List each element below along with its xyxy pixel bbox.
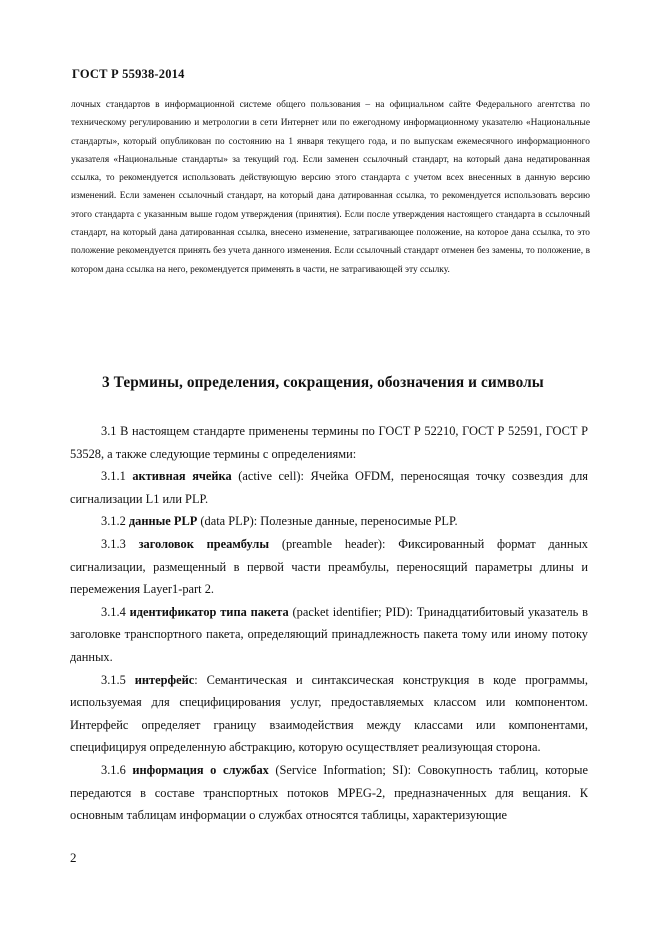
term-name: интерфейс: [134, 672, 195, 687]
term-paragraph: [70, 510, 588, 533]
term-number: 3.1.1: [101, 469, 126, 484]
term-number: 3.1.2: [101, 514, 126, 529]
term-paragraph: [70, 465, 588, 510]
term-definition: : Семантическая и синтаксическая конструкция в коде программы, используемая для специфицирования услуг, предоставляемых классом или компонентом. Интерфейс определяет границу взаимодействия между классами или компонентами, специфицируя определенную абстракцию, которую осуществляет реализующая сторона.: [70, 672, 588, 755]
terms-section: [70, 420, 588, 827]
term-definition: (Service Information; SI): Совокупность таблиц, которые передаются в составе транспортных потоков MPEG-2, предназначенных для вещания. К основным таблицам информации о службах относятся таблицы, характеризующие: [70, 762, 588, 823]
term-paragraph: [70, 759, 588, 827]
term-name: заголовок преамбулы: [138, 536, 270, 551]
document-header: ГОСТ Р 55938-2014: [72, 67, 185, 81]
term-paragraph: [70, 533, 588, 601]
section-title: 3 Термины, определения, сокращения, обозначения и символы: [102, 374, 544, 391]
term-name: активная ячейка: [132, 469, 232, 484]
term-number: 3.1.4: [101, 604, 126, 619]
term-definition: (packet identifier; PID): Тринадцатибитовый указатель в заголовке транспортного пакета, определяющий принадлежность пакета тому или иному потоку данных.: [70, 604, 588, 664]
references-paragraph: лочных стандартов в информационной системе общего пользования – на официальном сайте Федерального агентства по техническому регулированию и метрологии в сети Интернет или по ежегодному информационному указателю «Национальные стандарты», который опубликован по состоянию на 1 января текущего года, и по выпускам ежемесячного информационного указателя «Национальные стандарты» за текущий год. Если заменен ссылочный стандарт, на который дана недатированная ссылка, то рекомендуется использовать действующую версию этого стандарта с учетом всех внесенных в данную версию изменений. Если заменен ссылочный стандарт, на который дана датированная ссылка, то рекомендуется использовать версию этого стандарта с указанным выше годом утверждения (принятия). Если после утверждения настоящего стандарта в ссылочный стандарт, на который дана датированная ссылка, внесено изменение, затрагивающее положение, на которое дана ссылка, то это положение рекомендуется принять без учета данного изменения. Если ссылочный стандарт отменен без замены, то положение, в котором дана ссылка на него, рекомендуется применять в части, не затрагивающей эту ссылку.: [71, 100, 590, 275]
term-number: 3.1.3: [101, 536, 126, 551]
term-number: 3.1.5: [101, 672, 126, 687]
term-definition: (data PLP): Полезные данные, переносимые PLP.: [200, 514, 458, 529]
term-number: 3.1.6: [101, 762, 126, 777]
intro-paragraph: 3.1 В настоящем стандарте применены термины по ГОСТ Р 52210, ГОСТ Р 52591, ГОСТ Р 53528, а также следующие термины с определениями:: [70, 424, 588, 461]
term-paragraph: [70, 601, 588, 669]
page-number: 2: [70, 850, 77, 865]
term-name: информация о службах: [132, 762, 269, 777]
term-definition: (active cell): Ячейка OFDM, переносящая точку созвездия для сигнализации L1 или PLP.: [70, 469, 588, 506]
term-name: данные PLP: [128, 514, 198, 529]
term-name: идентификатор типа пакета: [129, 604, 289, 619]
term-paragraph: [70, 669, 588, 759]
term-definition: (preamble header): Фиксированный формат данных сигнализации, размещенный в первой части преамбулы, переносящий параметры длины и перемежения Layer1-part 2.: [70, 536, 588, 597]
